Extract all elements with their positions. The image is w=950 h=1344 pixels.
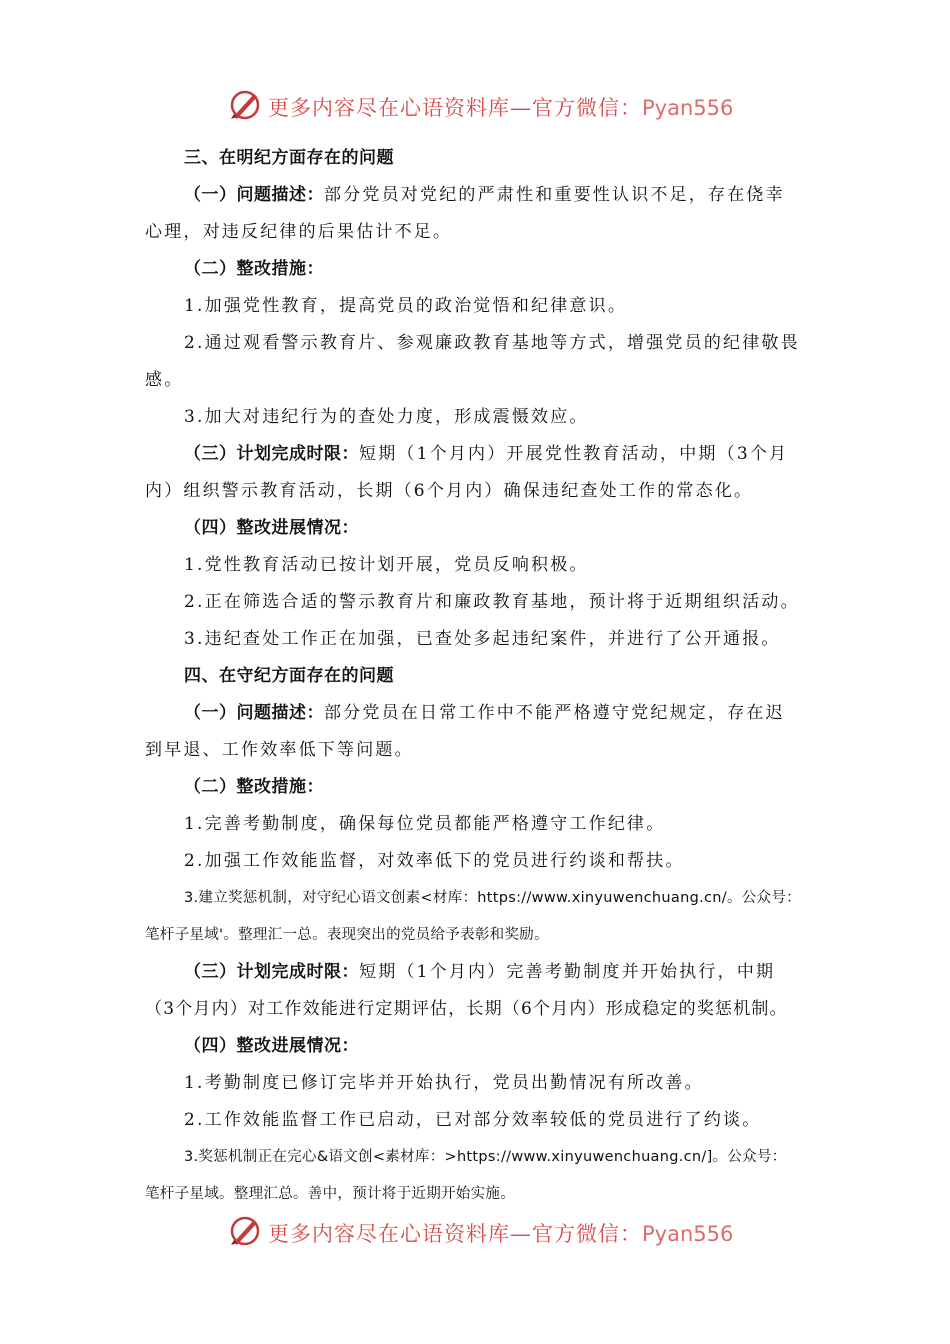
s3-measure-1: 1.加强党性教育，提高党员的政治觉悟和纪律意识。 [184,296,628,316]
s3-measures-label: （二）整改措施： [184,259,324,279]
s3-progress-2: 2.正在筛选合适的警示教育片和廉政教育基地，预计将于近期组织活动。 [184,592,800,612]
s3-problem-cont: 心理，对违反纪律的后果估计不足。 [145,222,453,242]
section-3-title: 三、在明纪方面存在的问题 [184,148,394,168]
s4-measure-1: 1.完善考勤制度，确保每位党员都能严格遵守工作纪律。 [184,814,666,834]
header-banner [0,84,950,124]
banner-text: 更多内容尽在心语资料库—官方微信：Pyan556 [268,1222,734,1246]
pen-logo-icon [228,88,262,122]
s3-plan-cont: 内）组织警示教育活动，长期（6个月内）确保违纪查处工作的常态化。 [145,481,754,501]
s3-measure-3: 3.加大对违纪行为的查处力度，形成震慑效应。 [184,407,589,427]
s4-measure-3: 3.建立奖惩机制，对守纪心语文创素<材库：https://www.xinyuwenchuang.cn/。公众号： [184,890,801,906]
s4-measure-2: 2.加强工作效能监督，对效率低下的党员进行约谈和帮扶。 [184,851,685,871]
s4-progress-2: 2.工作效能监督工作已启动，已对部分效率较低的党员进行了约谈。 [184,1110,762,1130]
s4-measures-label: （二）整改措施： [184,777,324,797]
s4-progress-1: 1.考勤制度已修订完毕并开始执行，党员出勤情况有所改善。 [184,1073,704,1093]
s3-problem: （一）问题描述：部分党员对党纪的严肃性和重要性认识不足，存在侥幸 [184,185,785,205]
pen-logo-icon [228,1214,262,1248]
s3-progress-3: 3.违纪查处工作正在加强，已查处多起违纪案件，并进行了公开通报。 [184,629,781,649]
s4-problem: （一）问题描述：部分党员在日常工作中不能严格遵守党纪规定，存在迟 [184,703,785,723]
s4-plan-cont: （3个月内）对工作效能进行定期评估，长期（6个月内）形成稳定的奖惩机制。 [145,999,788,1019]
s4-progress-3-cont: 笔杆子星域。整理汇总。善中，预计将于近期开始实施。 [145,1186,515,1202]
s4-progress-3: 3.奖惩机制正在完心&语文创<素材库：>https://www.xinyuwenchuang.cn/]。公众号： [184,1149,787,1165]
footer-banner [0,1210,950,1250]
banner-text: 更多内容尽在心语资料库—官方微信：Pyan556 [268,96,734,120]
s4-measure-3-cont: 笔杆子星域'。整理汇一总。表现突出的党员给予表彰和奖励。 [145,927,549,943]
s4-progress-label: （四）整改进展情况： [184,1036,359,1056]
s3-measure-2-cont: 感。 [145,370,184,390]
s3-progress-label: （四）整改进展情况： [184,518,359,538]
document-body [145,140,810,1213]
s3-progress-1: 1.党性教育活动已按计划开展，党员反响积极。 [184,555,589,575]
s3-plan: （三）计划完成时限：短期（1个月内）开展党性教育活动，中期（3个月 [184,444,789,464]
s4-problem-cont: 到早退、工作效率低下等问题。 [145,740,414,760]
s3-measure-2: 2.通过观看警示教育片、参观廉政教育基地等方式，增强党员的纪律敬畏 [184,333,800,353]
section-4-title: 四、在守纪方面存在的问题 [184,666,394,686]
s4-plan: （三）计划完成时限：短期（1个月内）完善考勤制度并开始执行，中期 [184,962,776,982]
